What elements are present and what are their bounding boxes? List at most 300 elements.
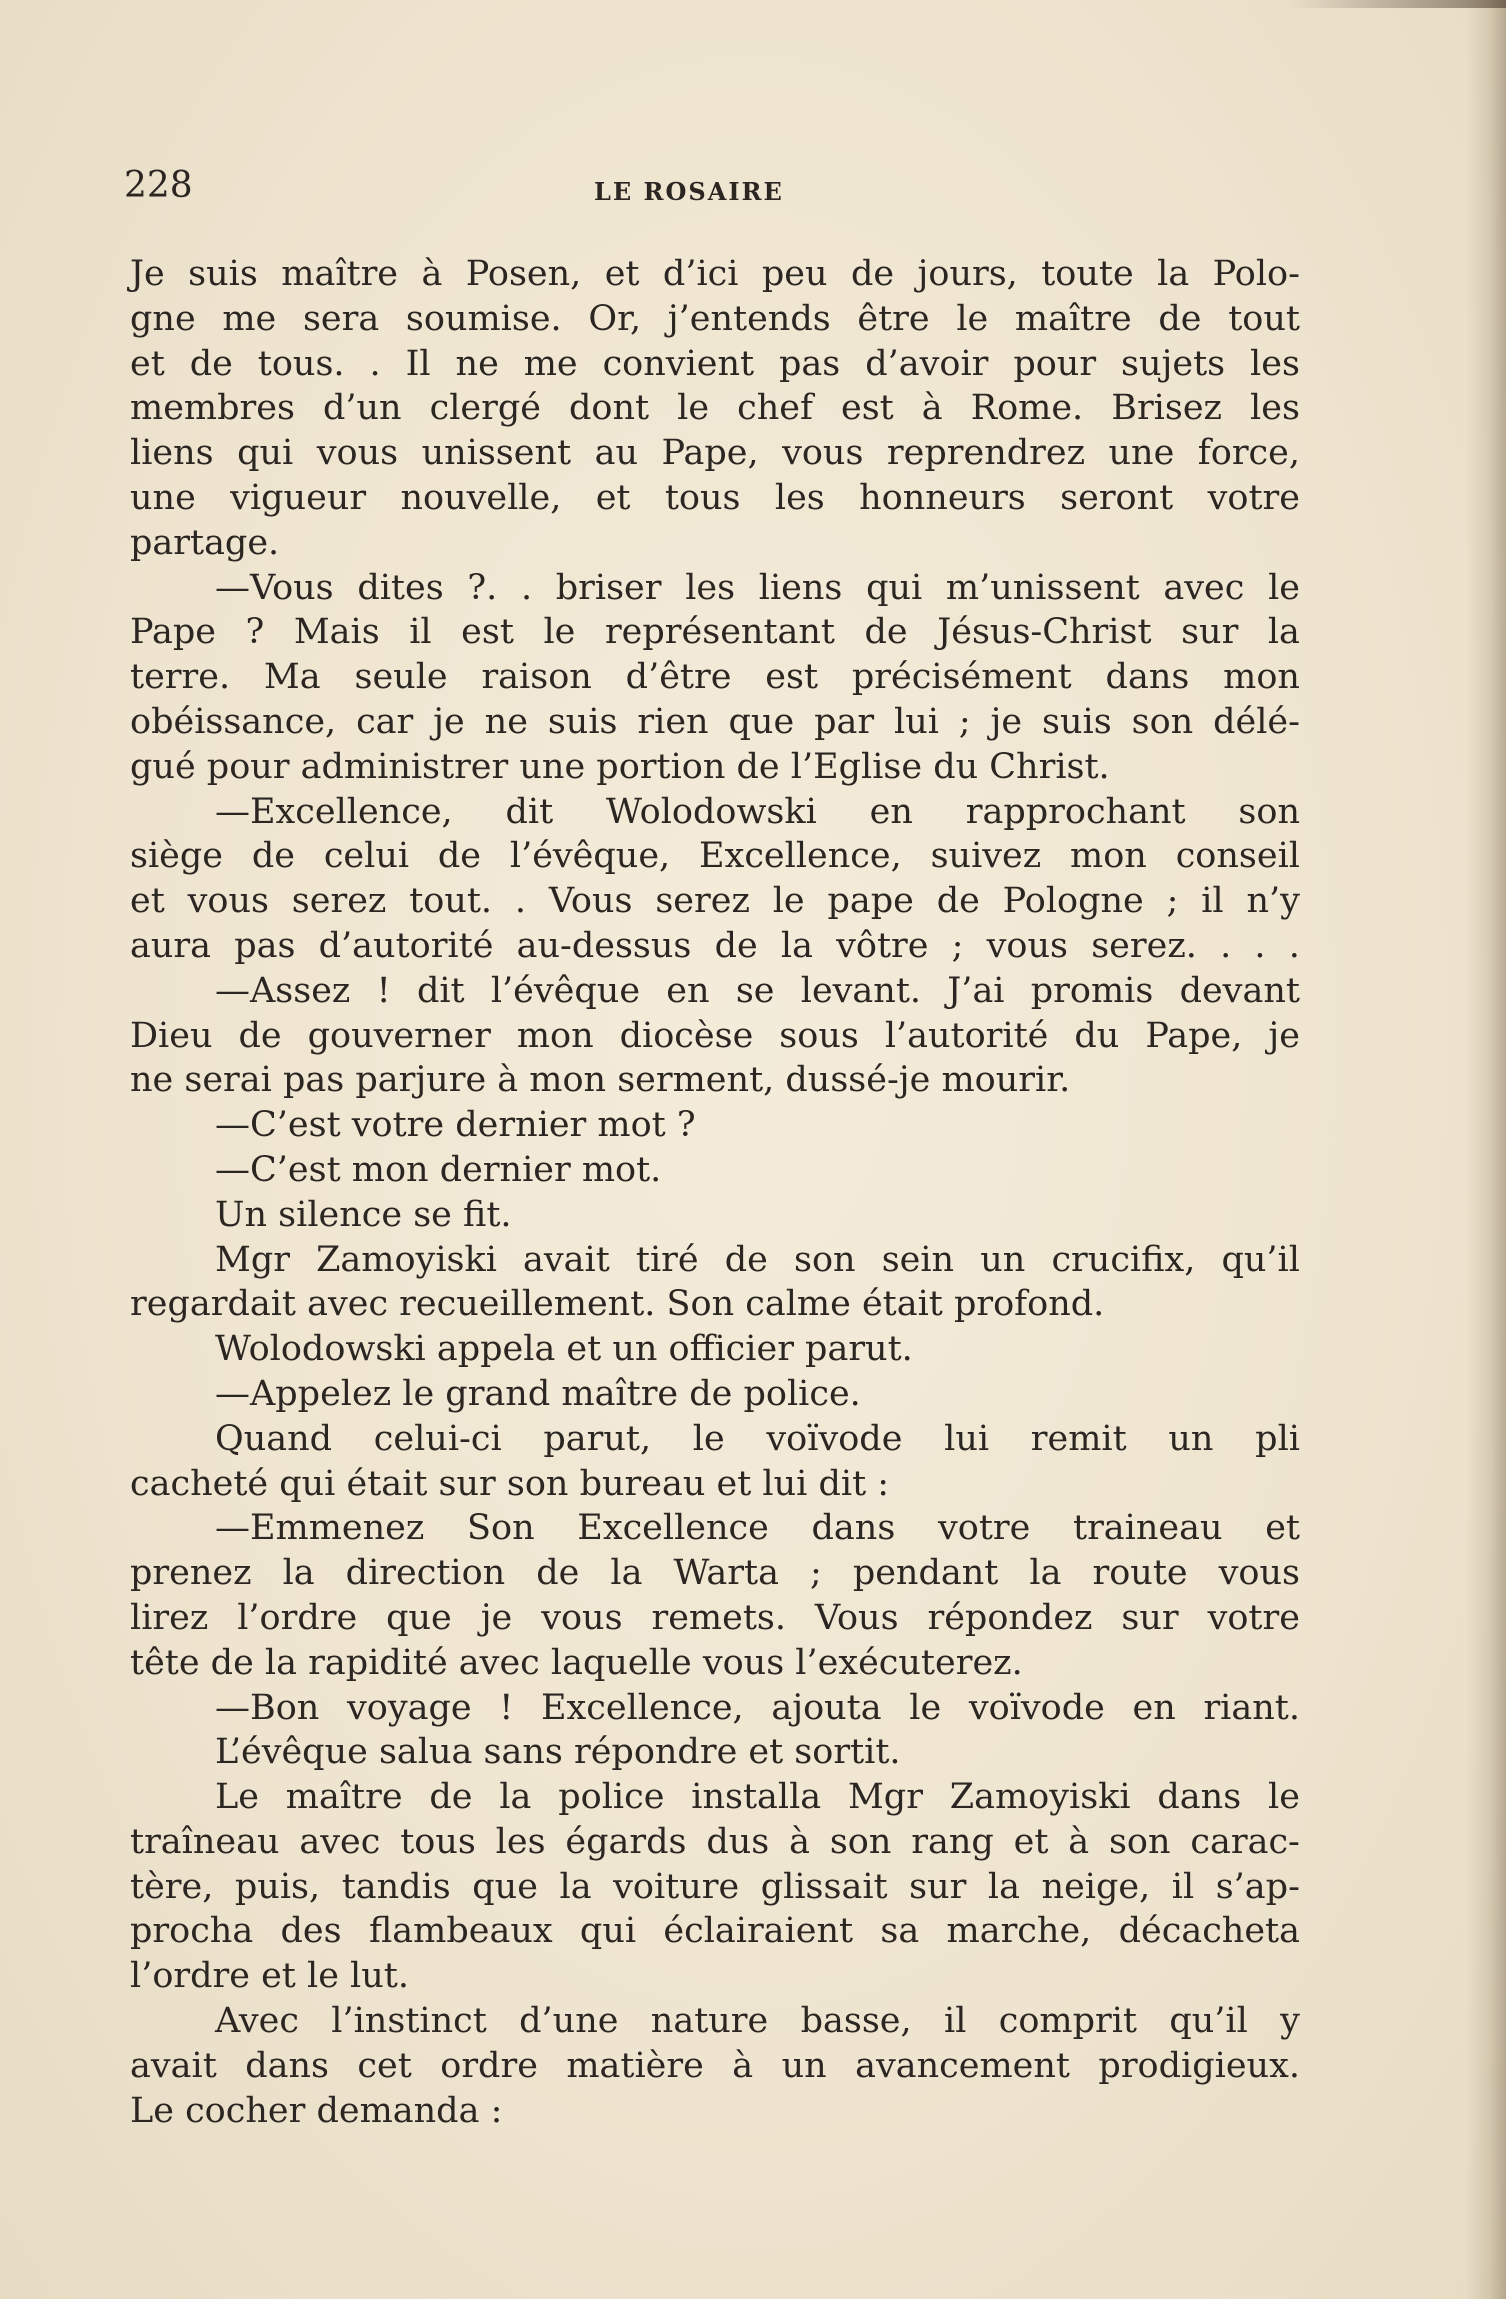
text-word: matière [566, 2045, 704, 2086]
text-line [130, 1551, 1300, 1596]
text-word: qu’il [1169, 2001, 1248, 2042]
text-word: un [781, 2045, 827, 2086]
text-word: terre. [130, 657, 231, 698]
text-word: membres [130, 388, 295, 429]
text-word: le [543, 612, 576, 653]
text-word: crucifix, [1051, 1239, 1196, 1280]
text-word: ordre [440, 2045, 538, 2086]
text-word: suis [188, 254, 258, 294]
text-line [130, 610, 1300, 655]
text-word: pour [1013, 343, 1097, 384]
text-word: je [433, 701, 465, 742]
text-word: remets. [651, 1597, 786, 1638]
text-word: d’ici [662, 254, 739, 294]
text-word: ; [1166, 881, 1179, 922]
text-word: répondez [927, 1597, 1093, 1638]
text-word: Quand [215, 1418, 333, 1459]
text-word: . [1254, 925, 1266, 966]
text-word: flambeaux [368, 1911, 553, 1952]
text-word: y [1280, 2001, 1300, 2042]
text-word: vous [1218, 1553, 1300, 1594]
text-word: du [1074, 1015, 1120, 1056]
text-word: Jésus-Christ [937, 612, 1152, 653]
text-line: ne serai pas parjure à mon serment, dussé-je mourir. [130, 1060, 1071, 1101]
text-word: marche, [946, 1911, 1092, 1952]
text-word: serez [655, 881, 750, 922]
text-word: sur [1181, 612, 1239, 653]
text-word: raison [481, 657, 592, 698]
text-word: pape [827, 881, 914, 922]
text-word: le [1268, 567, 1300, 608]
text-word: et [604, 254, 640, 294]
text-word: égards [565, 1821, 687, 1862]
text-word: tous [400, 1821, 476, 1862]
text-word: gouverner [307, 1015, 491, 1056]
text-word: l’instinct [331, 2001, 487, 2042]
page-number: 228 [124, 165, 193, 206]
text-word: devant [1179, 970, 1300, 1011]
text-word: riant. [1203, 1687, 1300, 1728]
text-word: dites [357, 567, 444, 608]
text-word: je [990, 701, 1023, 742]
text-word: de [1158, 298, 1202, 339]
text-word: que [472, 1866, 538, 1907]
text-word: Warta [673, 1553, 779, 1594]
text-word: force, [1197, 433, 1300, 474]
text-word: vous [541, 1597, 623, 1638]
text-word: représentant [604, 612, 835, 653]
text-word: ?. [467, 567, 498, 608]
text-word: Avec [215, 2001, 299, 2042]
text-word: éclairaient [663, 1911, 854, 1952]
text-word: Pologne [1002, 881, 1144, 922]
text-word: voïvode [766, 1418, 903, 1459]
text-word: n’y [1246, 881, 1300, 922]
text-word: le [956, 298, 989, 339]
text-word: est [765, 657, 819, 698]
text-word: de [238, 1015, 282, 1056]
text-word: dans [1105, 657, 1190, 698]
text-line [130, 431, 1300, 476]
text-word: d’un [322, 388, 402, 429]
text-word: pendant [852, 1553, 999, 1594]
text-word: que [386, 1597, 452, 1638]
text-word: un [1168, 1418, 1214, 1459]
text-line: Un silence se fit. [215, 1194, 512, 1235]
text-word: voyage [347, 1687, 472, 1728]
text-word: la [780, 925, 813, 966]
text-word: mon [516, 1015, 594, 1056]
text-word: maître [1014, 298, 1132, 339]
text-word: me [523, 343, 578, 384]
text-word: de [724, 1239, 768, 1280]
text-word: je [480, 1597, 513, 1638]
text-word: de [714, 925, 758, 966]
text-line [130, 1238, 1300, 1283]
text-word: d’autorité [318, 925, 494, 966]
text-word: —Excellence, [215, 791, 453, 832]
text-word: levant. [800, 970, 922, 1011]
text-word: son [1238, 791, 1300, 832]
text-line [130, 1865, 1300, 1910]
text-word: Il [405, 343, 431, 384]
text-word: il [1201, 881, 1224, 922]
text-word: puis, [234, 1866, 321, 1907]
text-word: de [536, 1553, 580, 1594]
text-word: être [857, 298, 930, 339]
text-word: vôtre [836, 925, 929, 966]
text-word: que [728, 701, 795, 742]
text-word: liens [758, 567, 843, 608]
text-word: et [1265, 1508, 1300, 1549]
text-word: de [189, 343, 233, 384]
text-word: clergé [429, 388, 541, 429]
text-word: suis [547, 701, 618, 742]
text-word: son [829, 1821, 892, 1862]
text-word: qui [579, 1911, 637, 1952]
text-word: voïvode [968, 1687, 1105, 1728]
text-word: délé- [1213, 701, 1300, 742]
text-word: —Vous [215, 567, 334, 608]
text-word: m’unissent [945, 567, 1140, 608]
text-word: aura [130, 925, 212, 966]
text-word: tère, [130, 1866, 214, 1907]
text-word: la [559, 1866, 592, 1907]
text-word: à [921, 388, 943, 429]
text-word: . [514, 881, 527, 922]
text-word: son [1131, 701, 1194, 742]
text-word: Dieu [130, 1015, 213, 1056]
text-word: précisément [851, 657, 1072, 698]
text-word: rapprochant [965, 791, 1186, 832]
text-word: sur [1121, 1597, 1179, 1638]
text-word: nature [650, 2001, 769, 2042]
text-line: Le cocher demanda : [130, 2090, 503, 2131]
page-corner-shadow [1286, 0, 1506, 8]
text-word: en [869, 791, 913, 832]
text-word: comprit [998, 2001, 1137, 2042]
text-line [130, 834, 1300, 879]
text-word: mon [1223, 657, 1300, 698]
text-word: toute [1041, 254, 1134, 294]
text-word: Le [215, 1777, 259, 1818]
text-word: Polo- [1212, 254, 1300, 294]
text-line: l’ordre et le lut. [130, 1956, 409, 1997]
text-word: le [1268, 1777, 1300, 1818]
text-word: seule [354, 657, 448, 698]
text-word: maître [285, 1777, 403, 1818]
text-line [130, 1909, 1300, 1954]
text-word: tous. [257, 343, 345, 384]
text-line [130, 700, 1300, 745]
text-word: à [732, 2045, 754, 2086]
text-word: une [130, 477, 196, 518]
text-word: neige, [1041, 1866, 1151, 1907]
text-line: —C’est mon dernier mot. [215, 1149, 662, 1190]
text-line [130, 342, 1300, 387]
text-word: sujets [1121, 343, 1226, 384]
text-word: Pape, [661, 433, 759, 474]
text-line: Wolodowski appela et un officier parut. [215, 1329, 913, 1370]
text-word: vous [316, 433, 399, 474]
text-word: Zamoyiski [949, 1777, 1131, 1818]
text-word: par [814, 701, 875, 742]
text-word: ? [245, 612, 265, 653]
text-word: d’une [519, 2001, 619, 2042]
text-word: remit [1030, 1418, 1127, 1459]
text-word: me [222, 298, 277, 339]
text-word: traineau [1073, 1508, 1223, 1549]
text-line: —C’est votre dernier mot ? [215, 1105, 696, 1146]
text-word: est [841, 388, 894, 429]
text-line: cacheté qui était sur son bureau et lui dit : [130, 1463, 890, 1504]
text-word: sa [880, 1911, 920, 1952]
text-word: dans [811, 1508, 896, 1549]
text-word: se [735, 970, 775, 1011]
text-word: Mais [293, 612, 380, 653]
text-word: une [1108, 433, 1175, 474]
text-word: votre [1207, 477, 1300, 518]
text-line [130, 1417, 1300, 1462]
text-word: ! [376, 970, 391, 1011]
text-word: dit [505, 791, 554, 832]
text-word: les [495, 1821, 546, 1862]
text-word: de [850, 254, 895, 294]
text-word: celui [323, 836, 410, 877]
page-edge-shadow [1466, 0, 1506, 2299]
text-word: dont [569, 388, 650, 429]
page-header [124, 165, 1294, 215]
text-word: Ma [263, 657, 321, 698]
text-word: la [282, 1553, 315, 1594]
text-word: installa [691, 1777, 822, 1818]
text-word: obéissance, [130, 701, 337, 742]
text-word: celui-ci [373, 1418, 502, 1459]
text-word: seront [1060, 477, 1174, 518]
text-word: direction [345, 1553, 506, 1594]
text-line [130, 566, 1300, 611]
text-line [130, 879, 1300, 924]
text-word: l’ordre [237, 1597, 358, 1638]
text-word: route [1092, 1553, 1188, 1594]
text-word: qui [866, 567, 923, 608]
text-line: gué pour administrer une portion de l’Eglise du Christ. [130, 746, 1110, 787]
text-word: Pape, [1145, 1015, 1243, 1056]
text-word: ; [809, 1553, 822, 1594]
text-word: la [499, 1777, 532, 1818]
text-word: rang [911, 1821, 994, 1862]
text-word: parut, [543, 1418, 652, 1459]
text-word: il [1171, 1866, 1195, 1907]
text-word: avait [523, 1239, 610, 1280]
text-word: son [1108, 1821, 1171, 1862]
text-word: il [409, 612, 432, 653]
text-word: ; [951, 925, 964, 966]
text-word: —Emmenez [215, 1508, 425, 1549]
text-word: carac- [1190, 1821, 1300, 1862]
text-word: serez. [1091, 925, 1197, 966]
text-line [130, 1775, 1300, 1820]
text-word: unissent [421, 433, 572, 474]
text-word: tout [1228, 298, 1300, 339]
text-word: pli [1255, 1418, 1300, 1459]
text-word: basse, [800, 2001, 912, 2042]
text-word: d’être [625, 657, 732, 698]
text-word: au [594, 433, 638, 474]
text-line: regardait avec recueillement. Son calme était profond. [130, 1284, 1105, 1325]
text-line [130, 1596, 1300, 1641]
text-word: . [369, 343, 381, 384]
text-word: Brisez [1111, 388, 1222, 429]
text-word: les [774, 477, 825, 518]
text-line [130, 2044, 1300, 2089]
text-word: sur [909, 1866, 967, 1907]
text-word: à [1068, 1821, 1090, 1862]
text-line [130, 790, 1300, 835]
text-word: procha [130, 1911, 254, 1952]
text-word: glissait [760, 1866, 888, 1907]
text-word: Or, [588, 298, 642, 339]
text-word: vous [187, 881, 269, 922]
text-word: tout. [409, 881, 493, 922]
text-word: je [1268, 1015, 1300, 1056]
text-word: à [421, 254, 443, 294]
text-word: car [356, 701, 414, 742]
text-word: Zamoyiski [316, 1239, 497, 1280]
text-word: . [520, 567, 533, 608]
text-word: —Assez [215, 970, 351, 1011]
text-line [130, 252, 1300, 297]
text-word: à [789, 1821, 810, 1862]
text-word: de [864, 612, 908, 653]
text-word: l’évêque, [509, 836, 671, 877]
text-word: Pape [130, 612, 216, 653]
text-word: la [610, 1553, 643, 1594]
text-word: Posen, [465, 254, 582, 294]
text-line [130, 1686, 1300, 1731]
text-word: Je [130, 254, 165, 294]
text-line [130, 1506, 1300, 1551]
text-word: la [1157, 254, 1190, 294]
text-word: pas [234, 925, 296, 966]
text-word: liens [130, 433, 214, 474]
text-word: votre [937, 1508, 1031, 1549]
text-word: de [251, 836, 295, 877]
text-word: prenez [130, 1553, 252, 1594]
text-word: sera [302, 298, 380, 339]
text-line [130, 1014, 1300, 1059]
text-word: mon [1070, 836, 1147, 877]
text-word: le [677, 388, 710, 429]
text-word: briser [555, 567, 662, 608]
text-line: —Appelez le grand maître de police. [215, 1373, 861, 1414]
text-word: avec [1163, 567, 1245, 608]
text-word: ne [455, 343, 499, 384]
text-word: les [1250, 343, 1300, 384]
text-word: tandis [341, 1866, 451, 1907]
text-line [130, 924, 1300, 969]
text-word: convient [602, 343, 755, 384]
text-line [130, 297, 1300, 342]
text-word: vous [986, 925, 1069, 966]
text-word: J’ai [947, 970, 1005, 1011]
text-line [130, 655, 1300, 700]
text-word: serez [291, 881, 387, 922]
text-word: gne [130, 298, 196, 339]
text-word: il [944, 2001, 967, 2042]
body-text [130, 252, 1300, 2133]
text-word: lirez [130, 1597, 209, 1638]
text-word: siège [130, 836, 223, 877]
text-word: avec [299, 1821, 381, 1862]
text-word: lui [944, 1418, 990, 1459]
text-word: reprendrez [886, 433, 1086, 474]
text-word: vigueur [230, 477, 367, 518]
text-word: lui [894, 701, 939, 742]
text-word: nouvelle, [400, 477, 562, 518]
text-line [130, 1820, 1300, 1865]
text-word: diocèse [619, 1015, 754, 1056]
text-word: de [936, 881, 980, 922]
text-word: les [1250, 388, 1300, 429]
text-word: ! [499, 1687, 514, 1728]
text-word: —Bon [215, 1687, 320, 1728]
text-line: tête de la rapidité avec laquelle vous l’exécuterez. [130, 1642, 1023, 1683]
text-word: ajouta [771, 1687, 882, 1728]
text-word: d’avoir [865, 343, 989, 384]
text-word: dans [245, 2045, 329, 2086]
text-word: en [666, 970, 710, 1011]
text-word: Vous [814, 1597, 899, 1638]
text-word: sous [779, 1015, 859, 1056]
text-line: L’évêque salua sans répondre et sortit. [215, 1732, 901, 1773]
text-word: jours, [917, 254, 1018, 294]
text-word: ; [958, 701, 971, 742]
text-word: de [429, 1777, 473, 1818]
text-word: conseil [1175, 836, 1300, 877]
text-word: le [772, 881, 805, 922]
text-word: décacheta [1118, 1911, 1300, 1952]
text-word: Son [467, 1508, 535, 1549]
text-word: dit [416, 970, 465, 1011]
text-word: prodigieux. [1098, 2045, 1300, 2086]
text-word: des [280, 1911, 342, 1952]
text-word: soumise. [405, 298, 562, 339]
text-word: avancement [855, 2045, 1070, 2086]
running-head: LE ROSAIRE [594, 177, 784, 206]
text-word: la [1029, 1553, 1062, 1594]
text-word: dans [1157, 1777, 1242, 1818]
text-word: cet [357, 2045, 412, 2086]
text-word: la [1267, 612, 1300, 653]
text-line [130, 969, 1300, 1014]
text-word: police [558, 1777, 665, 1818]
text-word: Vous [548, 881, 633, 922]
text-word: suis [1042, 701, 1112, 742]
text-word: honneurs [859, 477, 1026, 518]
text-word: son [793, 1239, 856, 1280]
text-word: et [1013, 1821, 1049, 1862]
text-word: au-dessus [516, 925, 692, 966]
text-word: tiré [635, 1239, 699, 1280]
text-word: Wolodowski [606, 791, 817, 832]
text-word: Mgr [847, 1777, 923, 1818]
text-word: en [1132, 1687, 1176, 1728]
text-word: qu’il [1221, 1239, 1300, 1280]
text-line [130, 1999, 1300, 2044]
text-word: l’autorité [884, 1015, 1049, 1056]
text-word: s’ap- [1215, 1866, 1300, 1907]
